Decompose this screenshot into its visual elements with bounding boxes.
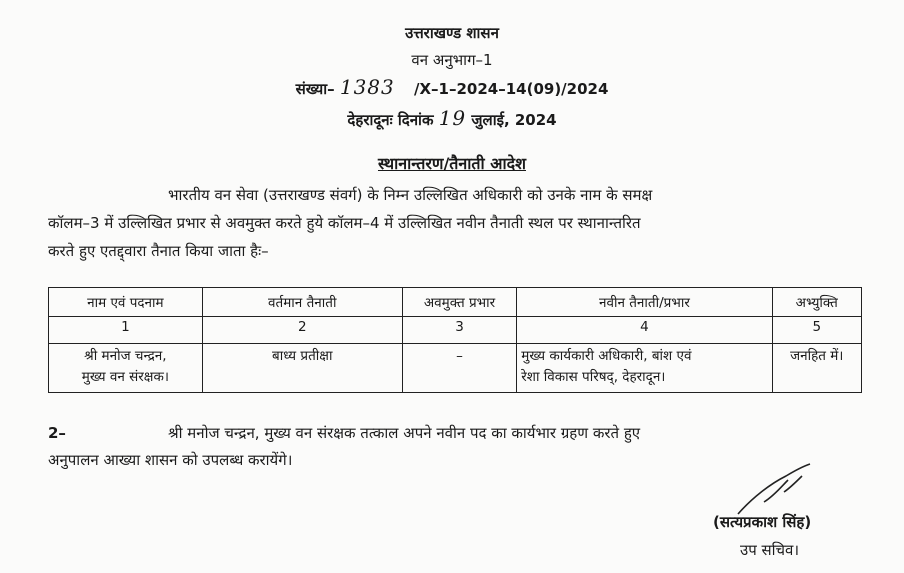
date-line: [0, 106, 904, 130]
new-line2: रेशा विकास परिषद्, देहरादून।: [521, 369, 666, 385]
new-line1: मुख्य कार्यकारी अधिकारी, बांश एवं: [521, 348, 692, 364]
cell-current: बाध्य प्रतीक्षा: [202, 344, 402, 393]
order-title-text: स्थानान्तरण/तैनाती आदेश: [377, 154, 526, 173]
col-number: 3: [402, 317, 517, 344]
order-title: [0, 152, 904, 174]
paragraph1-line2: कॉलम–3 में उल्लिखित प्रभार से अवमुक्त करते हुये कॉलम–4 में उल्लिखित नवीन तैनाती स्थल पर स्थानान्तरित: [48, 214, 641, 232]
transfer-table: [48, 287, 862, 393]
paragraph1-line3: करते हुए एतद्द्वारा तैनात किया जाता हैः–: [48, 242, 269, 260]
order-number-line: [0, 75, 904, 99]
government-name: उत्तराखण्ड शासन: [405, 24, 499, 42]
col-number: 2: [202, 317, 402, 344]
cell-new-posting: [517, 344, 772, 393]
number-prefix: संख्या–: [295, 80, 335, 98]
name-line1: श्री मनोज चन्द्रन,: [84, 348, 167, 364]
date-suffix: जुलाई, 2024: [471, 111, 557, 129]
cell-relieved: –: [402, 344, 517, 393]
name-line2: मुख्य वन संरक्षक।: [81, 369, 169, 385]
paragraph2-line2: अनुपालन आख्या शासन को उपलब्ध करायेंगे।: [48, 451, 293, 469]
paragraph2-number: 2–: [48, 424, 66, 442]
cell-remarks: जनहित में।: [772, 344, 861, 393]
signatory-designation: उप सचिव।: [740, 541, 800, 559]
col-number: 4: [517, 317, 772, 344]
date-prefix: देहरादूनः दिनांक: [347, 111, 434, 129]
handwritten-date: 19: [438, 106, 467, 130]
cell-name: [49, 344, 203, 393]
col-header-new: नवीन तैनाती/प्रभार: [517, 288, 772, 317]
col-header-remarks: अभ्युक्ति: [772, 288, 861, 317]
number-suffix: /X–1–2024–14(09)/2024: [413, 80, 609, 98]
col-header-current: वर्तमान तैनाती: [202, 288, 402, 317]
table-header-row: [49, 288, 862, 317]
col-header-name: नाम एवं पदनाम: [49, 288, 203, 317]
col-header-relieved: अवमुक्त प्रभार: [402, 288, 517, 317]
section-name: वन अनुभाग–1: [411, 51, 493, 69]
table-row: [49, 344, 862, 393]
col-number: 5: [772, 317, 861, 344]
handwritten-number: 1383: [339, 75, 395, 99]
col-number: 1: [49, 317, 203, 344]
signatory-name: (सत्यप्रकाश सिंह): [713, 513, 812, 531]
paragraph2-line1: श्री मनोज चन्द्रन, मुख्य वन संरक्षक तत्काल अपने नवीन पद का कार्यभार ग्रहण करते हुए: [168, 424, 641, 442]
paragraph1-line1: भारतीय वन सेवा (उत्तराखण्ड संवर्ग) के निम्न उल्लिखित अधिकारी को उनके नाम के समक्ष: [168, 186, 653, 204]
table-number-row: [49, 317, 862, 344]
